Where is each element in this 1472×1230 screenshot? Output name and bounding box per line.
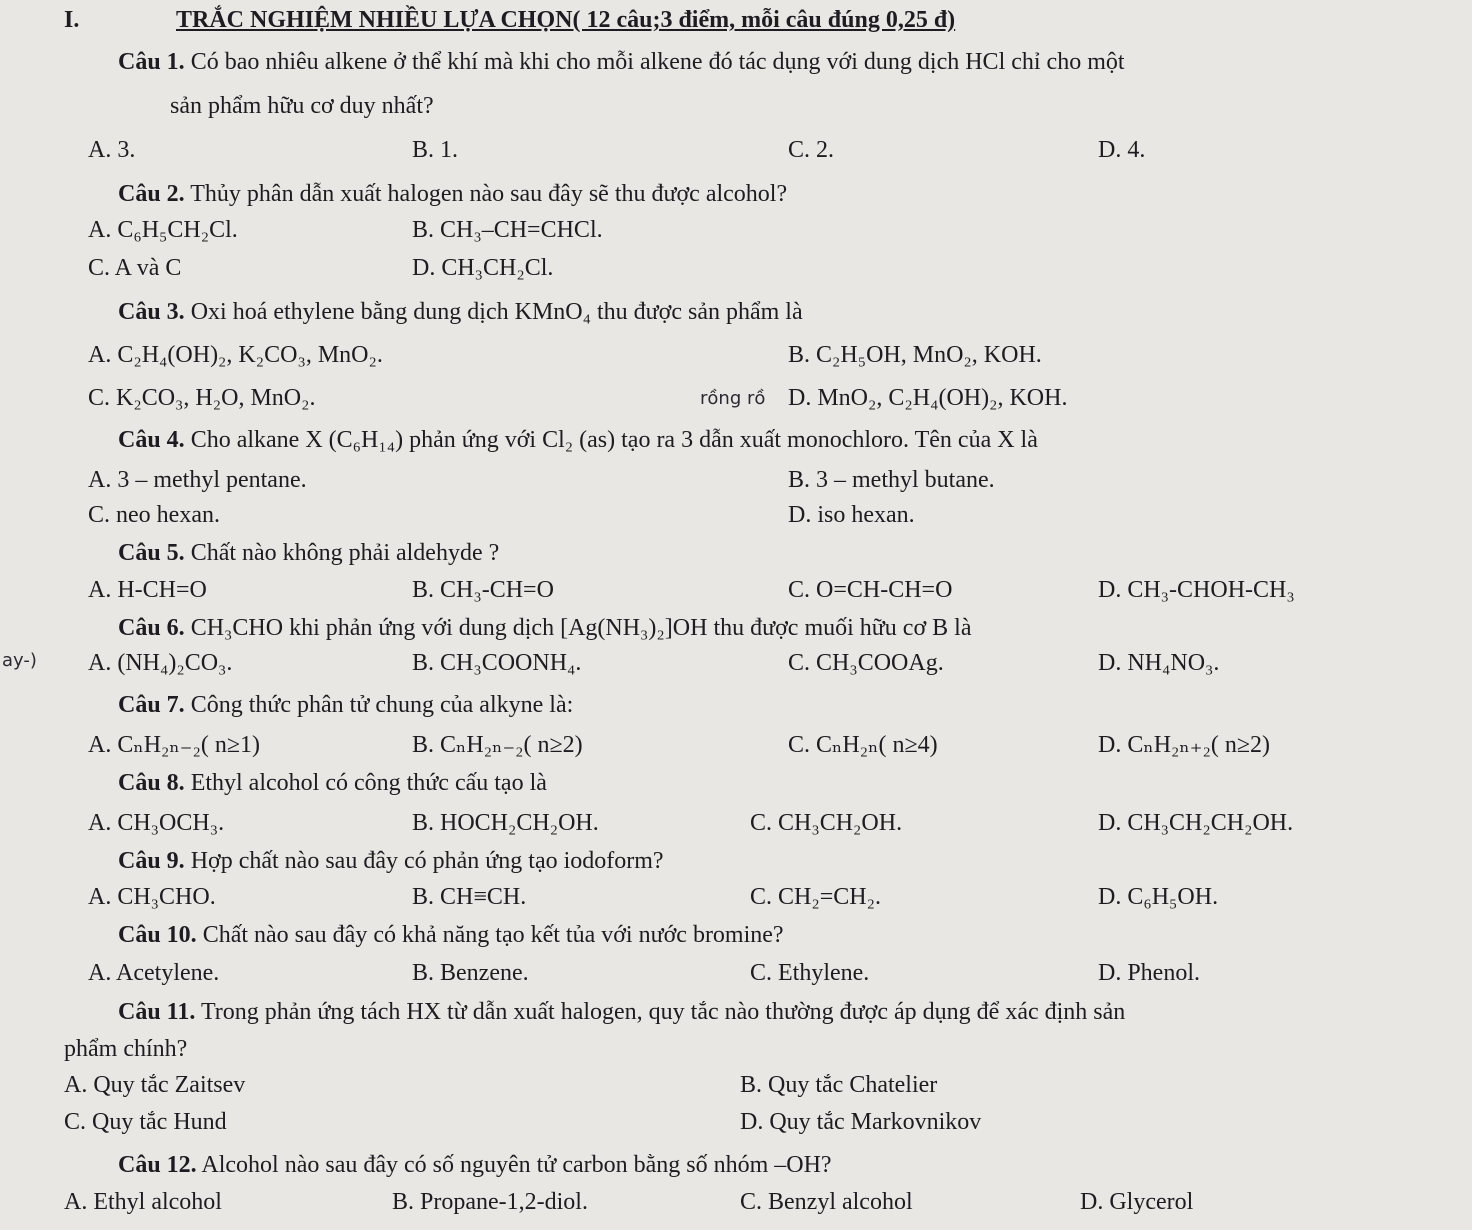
- section-number: I.: [64, 7, 80, 33]
- q10-option-c: C. Ethylene.: [750, 960, 870, 986]
- q7-option-a: A. CₙH₂ₙ₋₂( n≥1): [88, 732, 260, 758]
- q11-option-b: B. Quy tắc Chatelier: [740, 1072, 938, 1098]
- q10-option-a: A. Acetylene.: [88, 960, 220, 986]
- q7-option-d: D. CₙH₂ₙ₊₂( n≥2): [1098, 732, 1270, 758]
- q3-option-d: D. MnO₂, C₂H₄(OH)₂, KOH.: [788, 385, 1068, 411]
- q6-option-d: D. NH₄NO₃.: [1098, 650, 1220, 676]
- q8-option-d: D. CH₃CH₂CH₂OH.: [1098, 810, 1294, 836]
- q7-option-c: C. CₙH₂ₙ( n≥4): [788, 732, 938, 758]
- question-4-number: Câu 4.: [118, 427, 185, 453]
- question-8-number: Câu 8.: [118, 770, 185, 796]
- q12-option-a: A. Ethyl alcohol: [64, 1189, 222, 1215]
- q12-option-d: D. Glycerol: [1080, 1189, 1194, 1215]
- q4-option-a: A. 3 – methyl pentane.: [88, 467, 307, 493]
- question-2: [118, 179, 787, 209]
- question-5: [118, 538, 499, 568]
- q6-option-a: A. (NH₄)₂CO₃.: [88, 650, 233, 676]
- question-5-text: Chất nào không phải aldehyde ?: [190, 540, 500, 566]
- question-4: [118, 425, 1038, 455]
- question-9-number: Câu 9.: [118, 848, 185, 874]
- question-3: [118, 297, 803, 327]
- q11-option-a: A. Quy tắc Zaitsev: [64, 1072, 246, 1098]
- question-2-number: Câu 2.: [118, 181, 185, 207]
- q1-option-c: C. 2.: [788, 137, 835, 163]
- question-6-text: CH₃CHO khi phản ứng với dung dịch [Ag(NH₃)₂]OH thu được muối hữu cơ B là: [190, 615, 972, 641]
- question-8-text: Ethyl alcohol có công thức cấu tạo là: [190, 770, 547, 796]
- question-5-number: Câu 5.: [118, 540, 185, 566]
- question-12-text: Alcohol nào sau đây có số nguyên tử carbon bằng số nhóm –OH?: [201, 1152, 832, 1178]
- question-10-number: Câu 10.: [118, 922, 197, 948]
- question-1-number: Câu 1.: [118, 49, 185, 75]
- question-6-number: Câu 6.: [118, 615, 185, 641]
- q2-option-b: B. CH₃–CH=CHCl.: [412, 217, 603, 243]
- q2-option-d: D. CH₃CH₂Cl.: [412, 255, 554, 281]
- q11-option-c: C. Quy tắc Hund: [64, 1109, 227, 1135]
- q6-option-b: B. CH₃COONH₄.: [412, 650, 582, 676]
- q5-option-d: D. CH₃-CHOH-CH₃: [1098, 577, 1295, 603]
- question-1-text: Có bao nhiêu alkene ở thể khí mà khi cho mỗi alkene đó tác dụng với dung dịch HCl chỉ cho một: [190, 49, 1125, 75]
- question-8: [118, 768, 547, 798]
- question-12-number: Câu 12.: [118, 1152, 197, 1178]
- handwritten-margin-note: rồng rồ: [700, 388, 766, 409]
- section-title: TRẮC NGHIỆM NHIỀU LỰA CHỌN( 12 câu;3 điểm, mỗi câu đúng 0,25 đ): [176, 7, 956, 33]
- handwritten-margin-note-2: ay-): [2, 650, 37, 671]
- q5-option-c: C. O=CH-CH=O: [788, 577, 953, 603]
- question-1: [118, 47, 1125, 77]
- question-3-number: Câu 3.: [118, 299, 185, 325]
- q4-option-b: B. 3 – methyl butane.: [788, 467, 995, 493]
- q9-option-a: A. CH₃CHO.: [88, 884, 216, 910]
- q9-option-c: C. CH₂=CH₂.: [750, 884, 881, 910]
- question-7: [118, 690, 573, 720]
- q4-option-c: C. neo hexan.: [88, 502, 220, 528]
- q10-option-b: B. Benzene.: [412, 960, 529, 986]
- q2-option-c: C. A và C: [88, 255, 182, 281]
- q3-option-c: C. K₂CO₃, H₂O, MnO₂.: [88, 385, 316, 411]
- q3-option-b: B. C₂H₅OH, MnO₂, KOH.: [788, 342, 1042, 368]
- question-1-text-cont: sản phẩm hữu cơ duy nhất?: [170, 93, 434, 119]
- q8-option-c: C. CH₃CH₂OH.: [750, 810, 903, 836]
- question-11-number: Câu 11.: [118, 999, 196, 1025]
- question-11-text-cont: phẩm chính?: [64, 1036, 188, 1062]
- q12-option-c: C. Benzyl alcohol: [740, 1189, 913, 1215]
- question-7-text: Công thức phân tử chung của alkyne là:: [190, 692, 574, 718]
- question-10-text: Chất nào sau đây có khả năng tạo kết tủa với nước bromine?: [202, 922, 784, 948]
- question-2-text: Thủy phân dẫn xuất halogen nào sau đây sẽ thu được alcohol?: [190, 181, 788, 207]
- q1-option-a: A. 3.: [88, 137, 136, 163]
- q12-option-b: B. Propane-1,2-diol.: [392, 1189, 588, 1215]
- q9-option-b: B. CH≡CH.: [412, 884, 527, 910]
- question-4-text: Cho alkane X (C₆H₁₄) phản ứng với Cl₂ (as) tạo ra 3 dẫn xuất monochloro. Tên của X là: [190, 427, 1038, 453]
- q2-option-a: A. C₆H₅CH₂Cl.: [88, 217, 238, 243]
- q3-option-a: A. C₂H₄(OH)₂, K₂CO₃, MnO₂.: [88, 342, 383, 368]
- q1-option-b: B. 1.: [412, 137, 459, 163]
- q6-option-c: C. CH₃COOAg.: [788, 650, 944, 676]
- q5-option-a: A. H-CH=O: [88, 577, 207, 603]
- question-9: [118, 846, 664, 876]
- q8-option-a: A. CH₃OCH₃.: [88, 810, 225, 836]
- question-12: [118, 1150, 832, 1180]
- question-11-text: Trong phản ứng tách HX từ dẫn xuất halogen, quy tắc nào thường được áp dụng để xác định sản: [200, 999, 1126, 1025]
- question-6: [118, 613, 971, 643]
- q7-option-b: B. CₙH₂ₙ₋₂( n≥2): [412, 732, 583, 758]
- q4-option-d: D. iso hexan.: [788, 502, 915, 528]
- question-7-number: Câu 7.: [118, 692, 185, 718]
- question-9-text: Hợp chất nào sau đây có phản ứng tạo iodoform?: [190, 848, 664, 874]
- q5-option-b: B. CH₃-CH=O: [412, 577, 554, 603]
- q8-option-b: B. HOCH₂CH₂OH.: [412, 810, 599, 836]
- q10-option-d: D. Phenol.: [1098, 960, 1200, 986]
- question-3-text: Oxi hoá ethylene bằng dung dịch KMnO₄ thu được sản phẩm là: [190, 299, 803, 325]
- question-11: [118, 997, 1125, 1027]
- q1-option-d: D. 4.: [1098, 137, 1146, 163]
- question-10: [118, 920, 784, 950]
- q11-option-d: D. Quy tắc Markovnikov: [740, 1109, 982, 1135]
- q9-option-d: D. C₆H₅OH.: [1098, 884, 1219, 910]
